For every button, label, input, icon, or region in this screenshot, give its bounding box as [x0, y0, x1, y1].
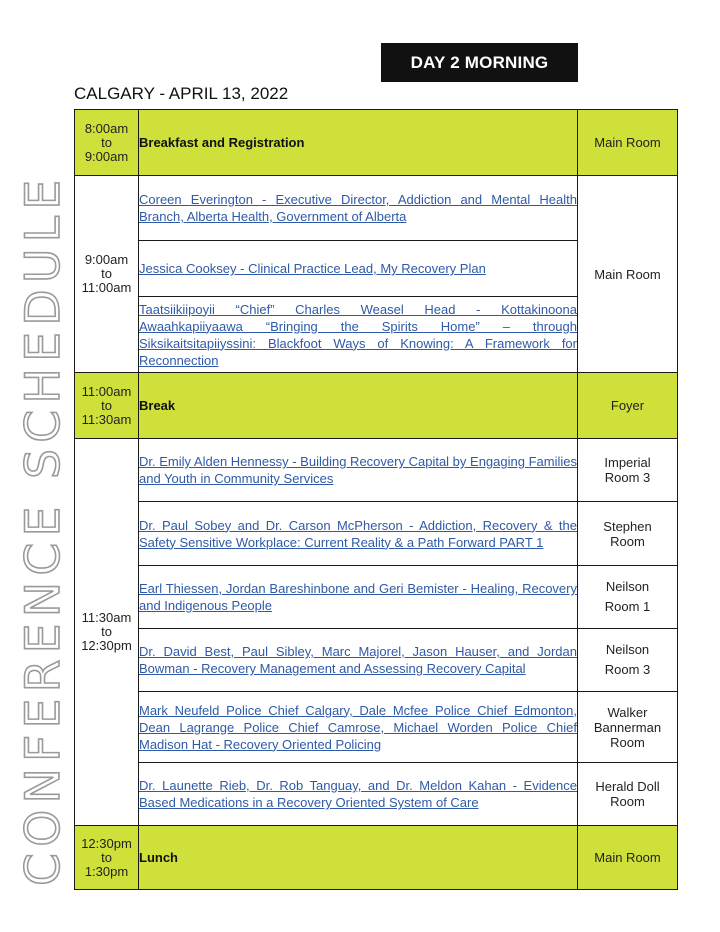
schedule-table: [74, 109, 678, 890]
room-line: Imperial: [604, 455, 651, 470]
row-block2-3: [75, 566, 678, 629]
room-cell: Main Room: [578, 110, 678, 176]
row-breakfast: [75, 110, 678, 176]
session-cell: [139, 692, 578, 763]
room-line: Room 3: [604, 470, 651, 485]
time-end: 11:30am: [81, 411, 132, 427]
time-to: to: [101, 266, 112, 281]
room-line: Room: [610, 734, 645, 750]
time-start: 11:00am: [81, 383, 132, 399]
time-to: to: [101, 849, 112, 865]
room-cell: [578, 439, 678, 502]
time-cell: [75, 439, 139, 826]
time-to: to: [101, 134, 112, 150]
room-line: Stephen: [603, 518, 652, 534]
room-line: Neilson: [605, 579, 650, 594]
room-line: Bannerman: [593, 719, 662, 735]
session-title: Lunch: [139, 826, 578, 890]
session-cell: [139, 297, 578, 373]
time-start: 8:00am: [84, 120, 129, 136]
day-label: DAY 2 MORNING: [381, 43, 578, 82]
room-cell: Foyer: [578, 373, 678, 439]
session-link[interactable]: Dr. Paul Sobey and Dr. Carson McPherson - Addiction, Recovery & the Safety Sensitive Workplace: Current Reality & a Path Forward PART 1: [139, 517, 577, 550]
session-link[interactable]: Earl Thiessen, Jordan Bareshinbone and Geri Bemister - Healing, Recovery and Indigenous People: [139, 581, 577, 613]
session-link[interactable]: Coreen Everington - Executive Director, Addiction and Mental Health Branch, Alberta Health, Government of Alberta: [139, 192, 577, 224]
row-block2-4: [75, 629, 678, 692]
row-break: [75, 373, 678, 439]
row-block1-1: [75, 176, 678, 241]
session-cell: [139, 241, 578, 297]
row-block2-5: [75, 692, 678, 763]
row-block2-2: [75, 502, 678, 566]
session-link[interactable]: Dr. Launette Rieb, Dr. Rob Tanguay, and Dr. Meldon Kahan - Evidence Based Medications in a Recovery Oriented System of Care: [139, 778, 577, 810]
time-end: 11:00am: [81, 280, 132, 295]
side-title: CONFERENCE SCHEDULE: [16, 173, 71, 886]
room-cell: [578, 763, 678, 826]
time-cell: [75, 373, 139, 439]
row-block2-6: [75, 763, 678, 826]
time-start: 9:00am: [84, 252, 129, 267]
city-date: CALGARY - APRIL 13, 2022: [74, 84, 289, 103]
time-start: 12:30pm: [81, 835, 132, 851]
room-line: Room 3: [604, 662, 651, 677]
room-line: Room: [610, 533, 645, 549]
session-cell: [139, 763, 578, 826]
time-cell: [75, 826, 139, 890]
room-cell: [578, 566, 678, 629]
time-to: to: [101, 624, 112, 639]
room-cell: Main Room: [578, 826, 678, 890]
session-cell: [139, 439, 578, 502]
session-cell: [139, 502, 578, 566]
time-cell: [75, 110, 139, 176]
time-to: to: [101, 397, 112, 413]
session-cell: [139, 566, 578, 629]
session-link[interactable]: Dr. Emily Alden Hennessy - Building Recovery Capital by Engaging Families and Youth in Community Services: [139, 454, 577, 486]
session-link[interactable]: Dr. David Best, Paul Sibley, Marc Majorel, Jason Hauser, and Jordan Bowman - Recovery Management and Assessing Recovery Capital: [139, 644, 577, 676]
time-cell: [75, 176, 139, 373]
room-line: Herald Doll: [595, 779, 660, 794]
session-link[interactable]: Jessica Cooksey - Clinical Practice Lead, My Recovery Plan: [139, 261, 486, 276]
session-link[interactable]: Mark Neufeld Police Chief Calgary, Dale Mcfee Police Chief Edmonton, Dean Lagrange Police Chief Camrose, Michael Worden Police Chief Madison Hat - Recovery Oriented Policing: [139, 702, 577, 752]
room-cell: [578, 629, 678, 692]
room-cell: [578, 502, 678, 566]
time-end: 9:00am: [84, 148, 129, 164]
room-cell: [578, 692, 678, 763]
session-title: Breakfast and Registration: [139, 110, 578, 176]
time-start: 11:30am: [81, 610, 132, 625]
session-cell: [139, 629, 578, 692]
room-line: Room 1: [604, 599, 651, 614]
row-block2-1: [75, 439, 678, 502]
room-line: Walker: [607, 704, 648, 720]
room-line: Room: [610, 794, 645, 809]
session-title: Break: [139, 373, 578, 439]
room-line: Neilson: [605, 642, 650, 657]
room-cell: Main Room: [578, 176, 678, 373]
session-link[interactable]: Taatsiikiipoyii “Chief” Charles Weasel Head - Kottakinoona Awaahkapiiyaawa “Bringing the Spirits Home” – through Siksikaitsitapiiyssini: Blackfoot Ways of Knowing: A Framework for Reconnection: [139, 301, 577, 368]
session-cell: [139, 176, 578, 241]
time-end: 12:30pm: [81, 638, 132, 653]
row-lunch: [75, 826, 678, 890]
time-end: 1:30pm: [84, 863, 129, 879]
